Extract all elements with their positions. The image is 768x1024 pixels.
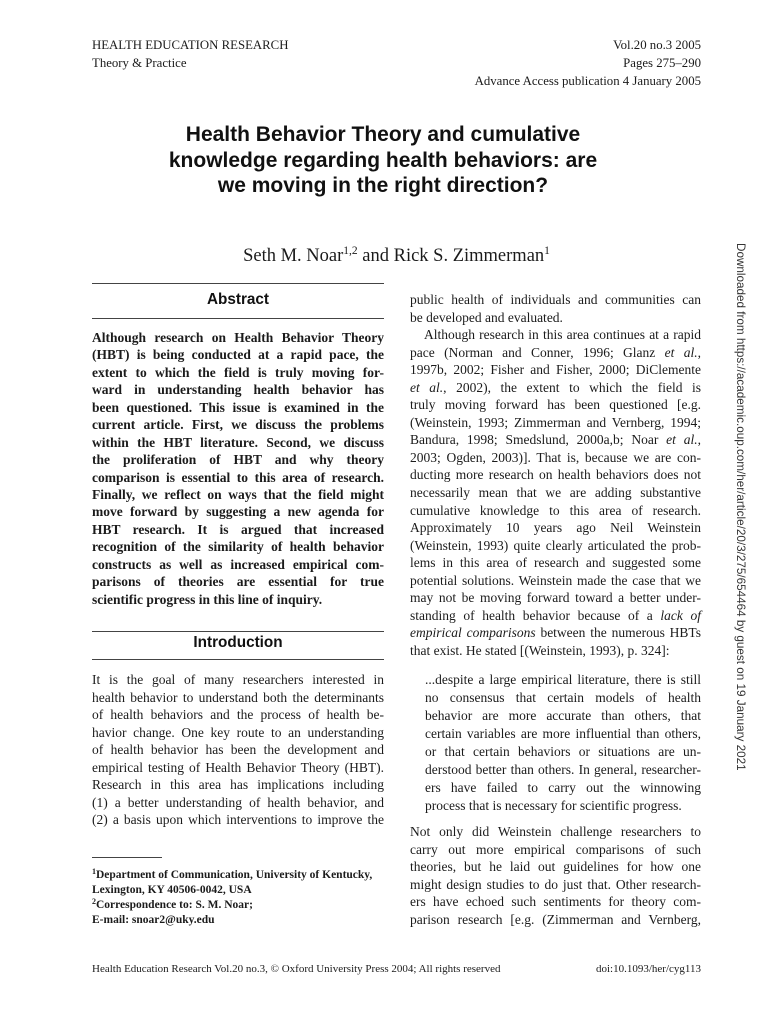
footnotes [92, 868, 384, 928]
body-line [410, 519, 701, 537]
text-segment: havior change. One key route to an understanding [92, 724, 384, 740]
text-segment: extent to which the field is truly moving for- [92, 364, 384, 380]
section-rule [92, 283, 384, 284]
body-line [410, 449, 701, 467]
text-segment: , [697, 432, 701, 448]
text-segment: scientific progress in this line of inquiry. [92, 591, 323, 607]
footnote-text: Department of Communication, University of Kentucky, [96, 869, 373, 881]
body-line [410, 396, 701, 414]
text-segment: be developed and evaluated. [410, 309, 563, 325]
abstract-body [92, 329, 384, 608]
body-line [410, 841, 701, 859]
journal-subtitle: Theory & Practice [92, 56, 187, 70]
text-segment: standing of health behavior because of a [410, 607, 661, 623]
introduction-heading: Introduction [193, 634, 283, 651]
body-line [410, 344, 701, 362]
body-line [410, 291, 701, 309]
text-segment: recognition of the similarity of health behavior [92, 539, 384, 555]
text-segment: (HBT) is being conducted at a rapid pace, the [92, 347, 384, 363]
text-segment: pace (Norman and Conner, 1996; Glanz [410, 344, 665, 360]
body-line [410, 572, 701, 590]
text-segment: Approximately 10 years ago Neil Weinstein [410, 520, 701, 536]
text-segment: that exist. He stated [(Weinstein, 1993), p. 324]: [410, 642, 670, 658]
footnote-text: Correspondence to: S. M. Noar; [96, 899, 253, 911]
text-segment: behavior are more accurate than others, that [425, 708, 701, 723]
text-segment: It is the goal of many researchers interested in [92, 672, 384, 687]
quote-line [425, 761, 701, 779]
footnote-line [92, 883, 384, 898]
text-segment: Bandura, 1998; Smedslund, 2000a,b; Noar [410, 432, 667, 448]
text-segment: or that certain behaviors or situations are un- [425, 744, 701, 759]
page-range: Pages 275–290 [623, 56, 701, 70]
text-segment: within the HBT literature. Second, we discuss [92, 434, 384, 450]
text-segment: ward in understanding health behavior has [92, 382, 384, 398]
text-segment: of health behavior has been the development and [92, 742, 384, 757]
abstract-heading: Abstract [206, 291, 270, 308]
author-conjunction: and [362, 246, 389, 266]
body-line [92, 759, 384, 777]
paragraph [92, 329, 384, 608]
download-watermark: Downloaded from https://academic.oup.com/her/article/20/3/275/654464 by guest on 19 January 2021 [734, 243, 747, 771]
text-segment: comparison is essential to this area of research. [92, 469, 384, 485]
running-header-right [475, 36, 701, 90]
paragraph [410, 823, 701, 929]
right-column-body [410, 291, 701, 659]
abstract-line [92, 469, 384, 486]
text-segment: 2003; Ogden, 2003)]. That is, because we are con- [410, 449, 701, 465]
paragraph [410, 326, 701, 659]
text-segment: necessarily mean that we are adding substantive [410, 485, 701, 501]
abstract-line [92, 451, 384, 468]
text-segment: , [697, 344, 702, 360]
text-segment: empirical testing of Health Behavior Theory (HBT). [92, 759, 384, 775]
text-segment: parison research [e.g. (Zimmerman and Vernberg, [410, 911, 701, 927]
affiliation-mark: 1,2 [343, 245, 358, 257]
block-quote [425, 671, 701, 815]
paragraph [92, 671, 384, 829]
quote-line [425, 779, 701, 797]
body-line [410, 484, 701, 502]
abstract-line [92, 538, 384, 555]
abstract-line [92, 591, 384, 608]
text-segment: carry out more empirical comparisons of such [410, 841, 701, 857]
title-line: Health Behavior Theory and cumulative [185, 123, 581, 146]
footnote-line [92, 913, 384, 928]
quote-line [425, 671, 701, 689]
body-line [92, 724, 384, 742]
body-line [410, 911, 701, 929]
abstract-line [92, 573, 384, 590]
text-segment: health behavior to understand both the determinants [92, 689, 384, 705]
section-rule [92, 631, 384, 632]
abstract-line [92, 521, 384, 538]
body-line [410, 893, 701, 911]
abstract-line [92, 346, 384, 363]
text-segment: the proliferation of HBT and why theory [92, 452, 384, 468]
right-column-continuation [410, 823, 701, 929]
abstract-line [92, 556, 384, 573]
italic-text: et al. [410, 379, 444, 395]
body-line [410, 876, 701, 894]
text-segment: ers have failed to carry out the winnowing [425, 780, 701, 795]
body-line [92, 776, 384, 794]
text-segment: might design studies to do just that. Other research- [410, 876, 701, 892]
article-title [92, 122, 674, 199]
body-line [92, 741, 384, 759]
body-line [410, 326, 701, 344]
text-segment: 1997b, 2002; Fisher and Fisher, 2000; DiClemente [410, 362, 701, 378]
body-line [92, 689, 384, 707]
text-segment: process that is necessary for scientific progress. [425, 798, 682, 813]
body-line [410, 554, 701, 572]
abstract-line [92, 486, 384, 503]
body-line [410, 624, 701, 642]
body-line [410, 823, 701, 841]
volume-issue: Vol.20 no.3 2005 [613, 38, 701, 52]
text-segment: (1) a better understanding of health behavior, and [92, 794, 384, 810]
body-line [410, 502, 701, 520]
quote-line [425, 797, 701, 815]
abstract-line [92, 364, 384, 381]
text-segment: ...despite a large empirical literature, there is still [425, 672, 701, 687]
text-segment: between the numerous HBTs [535, 625, 701, 641]
italic-text: empirical comparisons [410, 625, 536, 641]
abstract-line [92, 381, 384, 398]
body-line [410, 431, 701, 449]
text-segment: may not be moving forward toward a better under- [410, 590, 701, 606]
text-segment: no consensus that certain models of health [425, 690, 701, 705]
text-segment: cumulative knowledge to this area of research. [410, 502, 701, 518]
body-line [410, 309, 701, 327]
author-name: Seth M. Noar [243, 246, 344, 266]
text-segment: Research in this area has implications including [92, 777, 384, 792]
text-segment: theories, but he laid out guidelines for how one [410, 859, 701, 875]
body-line [410, 858, 701, 876]
footnote-rule [92, 857, 162, 858]
text-segment: ducting more research on health behaviors does not [410, 467, 701, 483]
advance-access-note: Advance Access publication 4 January 2005 [474, 74, 701, 88]
body-line [410, 537, 701, 555]
abstract-line [92, 399, 384, 416]
affiliation-mark: 1 [544, 245, 550, 257]
text-segment: lems in this area of research and suggested some [410, 555, 701, 571]
text-segment: ers have echoed such sentiments for theory com- [410, 894, 701, 910]
body-line [92, 811, 384, 829]
footer-citation: Health Education Research Vol.20 no.3, © Oxford University Press 2004; All rights reserved [92, 963, 501, 975]
text-segment: (Weinstein, 1993) quite clearly articulated the prob- [410, 537, 701, 553]
introduction-body [92, 671, 384, 829]
section-rule [92, 318, 384, 319]
text-segment: truly moving forward has been questioned [e.g. [410, 397, 701, 413]
text-segment: constructs as well as increased empirical com- [92, 556, 384, 572]
italic-text: et al. [666, 432, 698, 448]
italic-text: lack of [660, 607, 701, 623]
quote-line [425, 743, 701, 761]
text-segment: public health of individuals and communities can [410, 292, 701, 307]
body-line [410, 466, 701, 484]
quote-line [425, 725, 701, 743]
footnote-text: Lexington, KY 40506-0042, USA [92, 884, 252, 896]
body-line [410, 379, 701, 397]
text-segment: Finally, we reflect on ways that the field might [92, 486, 384, 502]
text-segment: current article. First, we discuss the problems [92, 417, 384, 433]
text-segment: certain variables are more influential than others, [425, 726, 701, 741]
quote-line [425, 689, 701, 707]
text-segment: Although research on Health Behavior Theory [92, 330, 384, 345]
footnote-line [92, 868, 384, 883]
text-segment: derstood better than others. In general, researcher- [425, 762, 701, 777]
italic-text: et al. [664, 344, 698, 360]
quote-line [425, 707, 701, 725]
footnote-text: E-mail: snoar2@uky.edu [92, 914, 215, 926]
abstract-line [92, 416, 384, 433]
text-segment: move forward by suggesting a new agenda for [92, 504, 384, 520]
text-segment: HBT research. It is argued that increased [92, 521, 384, 537]
text-segment: (Weinstein, 1993; Zimmerman and Vernberg, 1994; [410, 414, 701, 430]
abstract-line [92, 329, 384, 346]
body-line [410, 589, 701, 607]
body-line [410, 642, 701, 660]
author-name: Rick S. Zimmerman [393, 246, 545, 266]
text-segment: (2) a basis upon which interventions to improve the [92, 812, 384, 827]
paragraph [425, 671, 701, 815]
body-line [92, 794, 384, 812]
title-line: we moving in the right direction? [217, 174, 549, 197]
abstract-line [92, 503, 384, 520]
running-header-left [92, 36, 288, 72]
text-segment: Although research in this area continues at a rapid [424, 327, 701, 343]
body-line [410, 607, 701, 625]
text-segment: potential solutions. Weinstein made the case that we [410, 572, 701, 588]
title-line: knowledge regarding health behaviors: are [168, 148, 598, 172]
text-segment: of health behaviors and the process of health be- [92, 707, 384, 722]
paragraph [410, 291, 701, 326]
text-segment: , 2002), the extent to which the field is [443, 379, 701, 395]
body-line [410, 361, 701, 379]
text-segment: been questioned. This issue is examined in the [92, 399, 384, 415]
footnote-mark: 2 [92, 897, 96, 906]
footnote-line [92, 898, 384, 913]
journal-name: HEALTH EDUCATION RESEARCH [92, 38, 289, 52]
footer-doi: doi:10.1093/her/cyg113 [596, 963, 701, 975]
text-segment: Not only did Weinstein challenge researchers to [410, 824, 701, 839]
body-line [92, 671, 384, 689]
footnote-mark: 1 [92, 867, 96, 876]
body-line [410, 414, 701, 432]
text-segment: parisons of theories are essential for true [92, 574, 384, 590]
section-rule [92, 659, 384, 660]
author-list [92, 244, 701, 270]
body-line [92, 706, 384, 724]
abstract-line [92, 434, 384, 451]
